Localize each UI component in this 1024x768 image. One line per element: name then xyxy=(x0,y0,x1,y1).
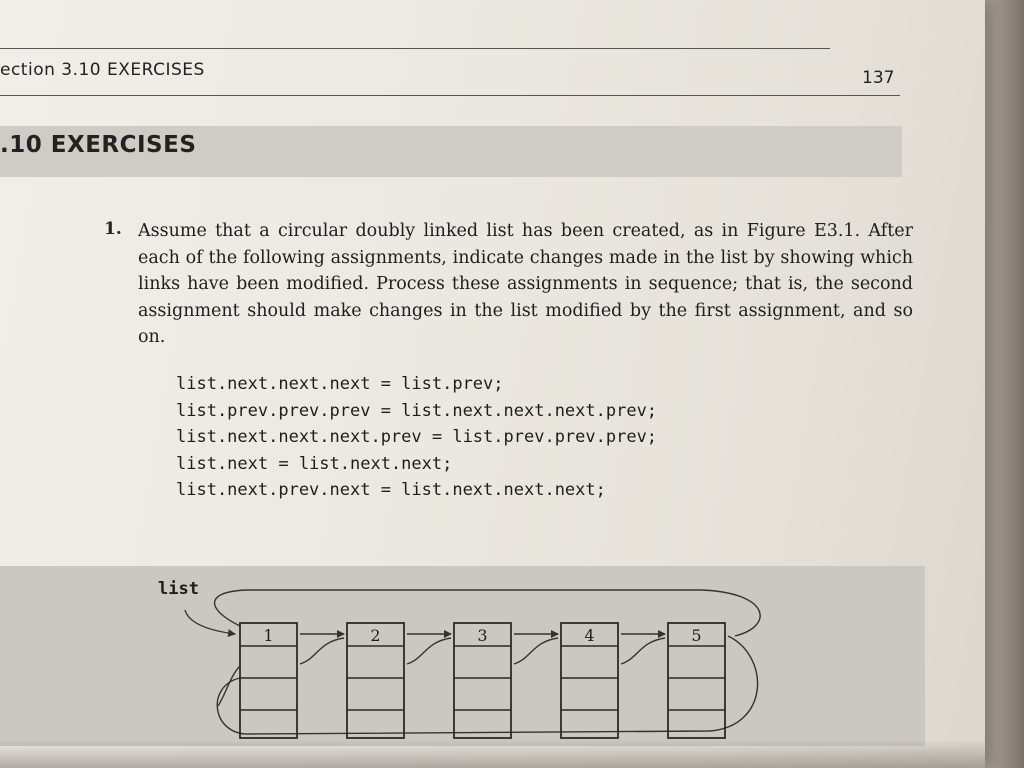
prev-link-curve xyxy=(621,638,665,664)
code-line: list.next.next.next.prev = list.prev.prev.prev; xyxy=(176,427,658,447)
linked-list-figure xyxy=(0,566,925,746)
header-rule-top xyxy=(0,48,830,49)
list-node xyxy=(347,623,404,738)
list-pointer-label: list xyxy=(158,579,199,599)
prev-link-curve xyxy=(218,666,240,706)
header-rule-bottom xyxy=(0,95,900,96)
code-line: list.next.next.next = list.prev; xyxy=(176,374,504,394)
prev-link-curve xyxy=(514,638,558,664)
node-value: 1 xyxy=(263,626,274,645)
page-shadow xyxy=(0,740,985,768)
node-value: 5 xyxy=(691,626,702,645)
list-pointer-arrow xyxy=(185,610,235,634)
section-title: .10 EXERCISES xyxy=(0,132,197,158)
list-node xyxy=(668,623,725,738)
list-node xyxy=(240,623,297,738)
node-value: 3 xyxy=(477,626,488,645)
node-value: 4 xyxy=(584,626,595,645)
list-node xyxy=(561,623,618,738)
code-line: list.next.prev.next = list.next.next.next; xyxy=(176,480,606,500)
circular-link-bottom xyxy=(217,636,757,734)
exercise-number: 1. xyxy=(104,219,122,239)
node-value: 2 xyxy=(370,626,381,645)
code-line: list.next = list.next.next; xyxy=(176,453,453,474)
page-number: 137 xyxy=(862,68,895,88)
prev-link-curve xyxy=(300,638,344,664)
code-block xyxy=(176,371,657,504)
list-node xyxy=(454,623,511,738)
running-head: ection 3.10 EXERCISES xyxy=(0,60,205,80)
exercise-text: Assume that a circular doubly linked list has been created, as in Figure E3.1. After each of the following assignments, indicate changes made in the list by showing which links have been modified. Process these assignments in sequence; that is, the second assignment should make changes in the list modified by the first assignment, and so on. xyxy=(138,221,913,347)
code-line: list.prev.prev.prev = list.next.next.next.prev; xyxy=(176,400,658,421)
prev-link-curve xyxy=(407,638,451,664)
